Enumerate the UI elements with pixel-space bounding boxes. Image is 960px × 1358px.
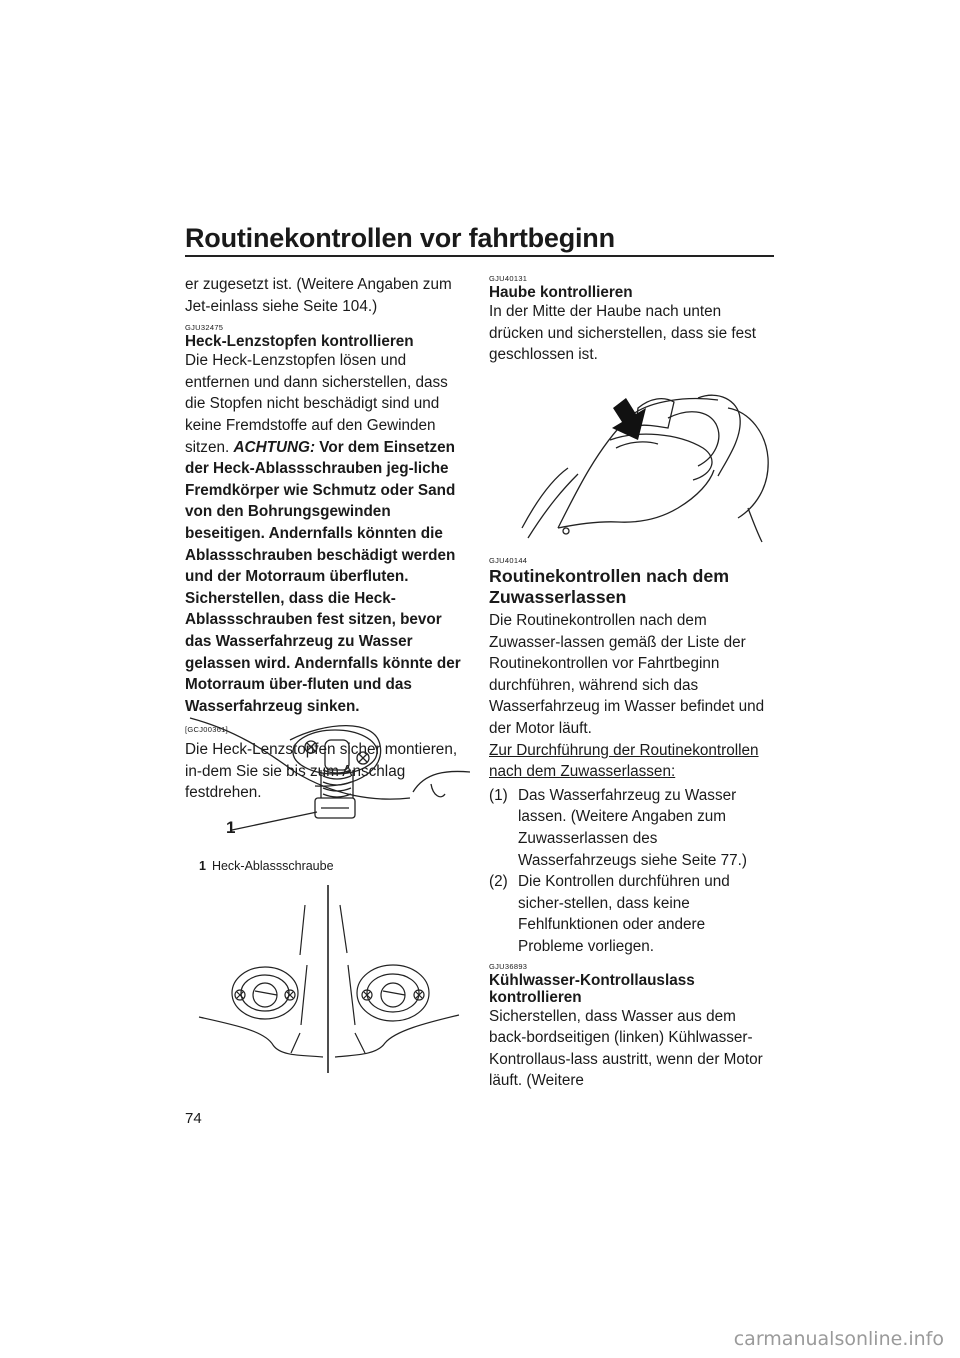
caution-text: Vor dem Einsetzen der Heck-Ablassschrauben jeg-liche Fremdkörper wie Schmutz oder Sand von den Bohrungsgewinden beseitigen. Andernfalls könnten die Ablassschrauben beschädigt werden und der Motorraum überfluten. Sicherstellen, dass die Heck-Ablassschrauben fest sitzen, bevor das Wasserfahrzeug zu Wasser gelassen wird. Andernfalls könnte der Motorraum über-fluten und das Wasserfahrzeug sinken. <box>185 438 461 715</box>
watermark-text: carmanualsonline.info <box>733 1328 944 1350</box>
intro-text: er zugesetzt ist. (Weitere Angaben zum Jet-einlass siehe Seite 104.) <box>185 276 452 315</box>
caption-number: 1 <box>199 859 206 873</box>
watercraft-hood-illustration <box>518 378 778 546</box>
section-heading-drain-plugs: Heck-Lenzstopfen kontrollieren <box>185 333 414 351</box>
after-launch-procedure-title: Zur Durchführung der Routinekontrollen nach dem Zuwasserlassen: <box>489 741 759 781</box>
right-column-lower <box>489 556 774 1092</box>
drain-plug-install-text: Die Heck-Lenzstopfen sicher montieren, in-dem Sie sie bis zum Anschlag festdrehen. <box>185 741 458 802</box>
drain-plug-body: Die Heck-Lenzstopfen lösen und entfernen und dann sicherstellen, dass die Stopfen nicht beschädigt sind und keine Fremdstoffe auf den Gewinden sitzen. <box>185 352 448 456</box>
section-code-after-launch: GJU40144 <box>489 556 528 565</box>
after-launch-steps <box>489 785 774 958</box>
section-heading-after-launch: Routinekontrollen nach dem Zuwasserlassen <box>489 566 730 607</box>
drain-plug-instructions <box>185 350 466 717</box>
cooling-text: Sicherstellen, dass Wasser aus dem back-bordseitigen (linken) Kühlwasser-Kontrollaus-lass austritt, wenn der Motor läuft. (Weitere <box>489 1007 763 1090</box>
hood-instructions: In der Mitte der Haube nach unten drücken und sicherstellen, dass sie fest geschlossen ist. <box>489 303 756 364</box>
callout-number: 1 <box>226 818 236 837</box>
step-1: (1) Das Wasserfahrzeug zu Wasser lassen. (Weitere Angaben zum Zuwasserlassen des Wasserfahrzeugs siehe Seite 77.) <box>489 786 747 869</box>
caution-label: ACHTUNG: <box>233 438 316 456</box>
section-code-cooling: GJU36893 <box>489 961 528 971</box>
header-rule <box>185 255 774 257</box>
step-2: (2) Die Kontrollen durchführen und sicher-stellen, dass keine Fehlfunktionen oder andere Probleme vorliegen. <box>489 873 730 955</box>
figure-caption <box>199 859 334 873</box>
rear-drain-screws-illustration <box>195 885 465 1075</box>
page-number: 74 <box>185 1110 202 1127</box>
caution-code: [GCJ00361] <box>185 725 229 735</box>
section-heading-cooling: Kühlwasser-Kontrollauslass kontrollieren <box>489 971 695 1006</box>
caption-text: Heck-Ablassschraube <box>211 859 334 873</box>
section-code-hood: GJU40131 <box>489 274 528 283</box>
after-launch-text: Die Routinekontrollen nach dem Zuwasser-lassen gemäß der Liste der Routinekontrollen vor Fahrtbeginn durchführen, während sich das Wasserfahrzeug im Wasser befindet und der Motor läuft. <box>489 612 765 737</box>
section-heading-hood: Haube kontrollieren <box>489 284 633 301</box>
page-title: Routinekontrollen vor fahrtbeginn <box>185 223 615 253</box>
right-column <box>489 270 774 366</box>
section-code: GJU32475 <box>185 323 224 333</box>
page-header <box>185 222 774 257</box>
